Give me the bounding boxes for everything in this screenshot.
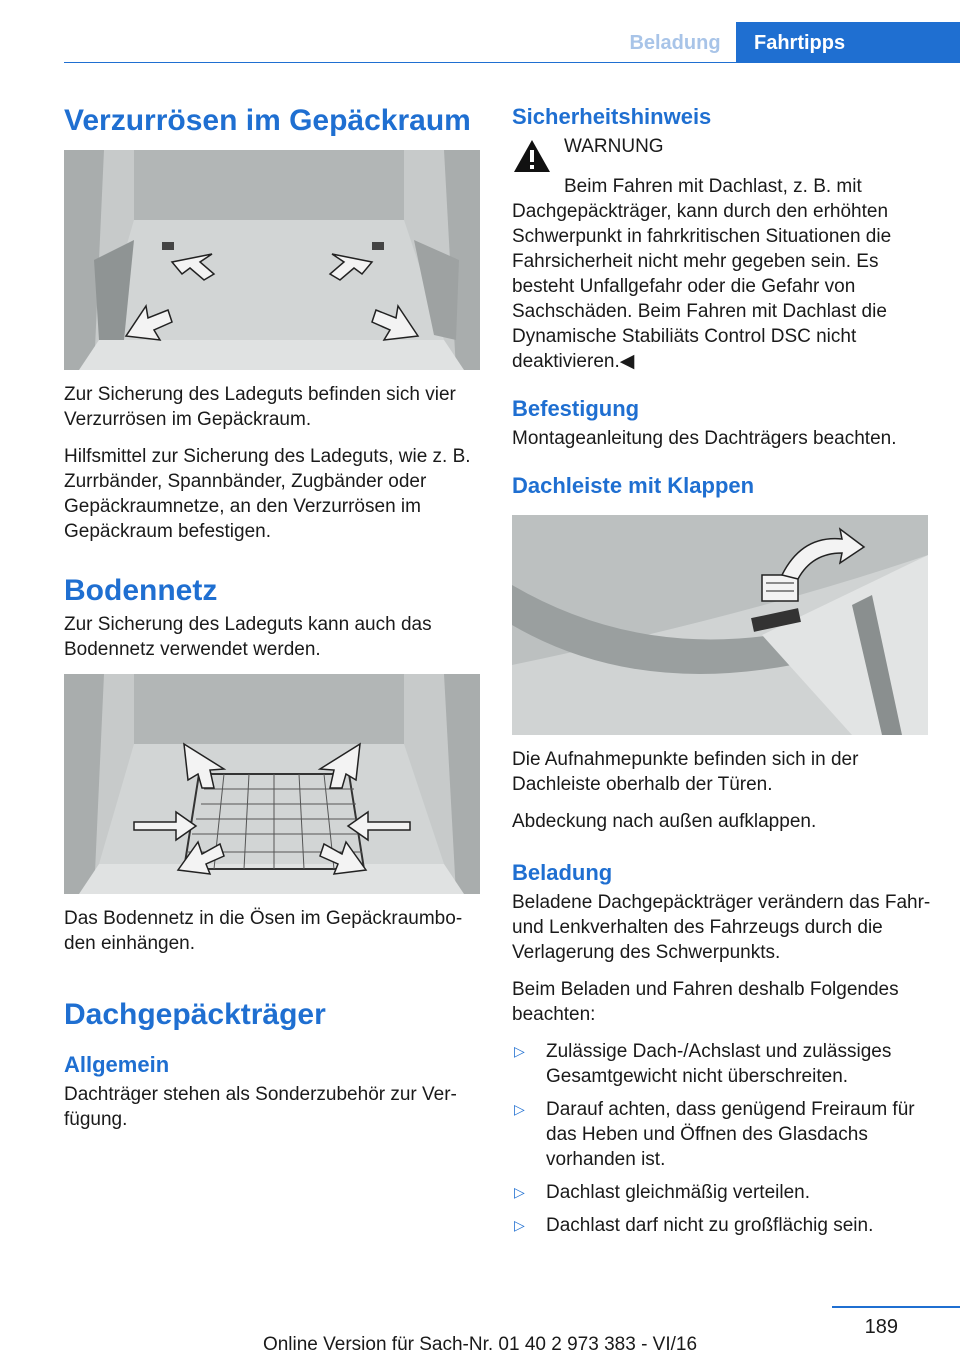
- section-title-dachgepaecktraeger: Dachgepäckträger: [64, 998, 326, 1031]
- paragraph-beladung-2: Beim Beladen und Fahren deshalb Folgendes beachten:: [512, 979, 899, 1025]
- list-item: [512, 1097, 932, 1172]
- list-item-text: Zulässige Dach-/Achslast und zulässiges Gesamtgewicht nicht überschreiten.: [546, 1041, 892, 1087]
- page-number-rule: [832, 1306, 960, 1308]
- figure-trunk-lashing-eyes: [64, 150, 480, 370]
- list-item-text: Dachlast darf nicht zu großflächig sein.: [546, 1215, 874, 1236]
- warning-label: WARNUNG: [564, 136, 664, 157]
- bullet-triangle-icon: ▷: [514, 1101, 525, 1117]
- paragraph-abdeckung: Abdeckung nach außen aufklappen.: [512, 811, 817, 832]
- subsection-sicherheitshinweis: Sicherheitshinweis: [512, 104, 712, 129]
- paragraph-hilfsmittel: Hilfsmittel zur Sicherung des Ladeguts, wie z. B. Zurrbänder, Spannbänder, Zugbänder oder Gepäckraumnetze, an den Verzurrösen im Gepäckraum befestigen.: [64, 446, 471, 542]
- figure-floor-net: [64, 674, 480, 894]
- figure-roof-rail-flap: [512, 515, 928, 735]
- subsection-dachleiste: Dachleiste mit Klappen: [512, 473, 755, 498]
- warning-text: Beim Fahren mit Dachlast, z. B. mit Dachgepäckträger, kann durch den erhöhten Schwerpunkt in fahrkritischen Situationen die Fahrsicherheit nicht mehr gegeben sein. Es besteht Unfallgefahr oder die Gefahr von Sachschäden. Beim Fahren mit Dachlast die Dynamische Stabiliäts Control DSC nicht deaktivieren.◀: [512, 176, 892, 372]
- list-item: [512, 1039, 932, 1089]
- list-item-text: Dachlast gleichmäßig verteilen.: [546, 1182, 811, 1203]
- section-title-verzurroesen: Verzurrösen im Gepäckraum: [64, 104, 471, 137]
- section-title-bodennetz: Bodennetz: [64, 574, 218, 607]
- subsection-allgemein: Allgemein: [64, 1052, 170, 1077]
- bullet-triangle-icon: ▷: [514, 1217, 525, 1233]
- paragraph-sonderzubehoer: Dachträger stehen als Sonderzubehör zur Ver-fügung.: [64, 1084, 457, 1130]
- paragraph-bodennetz: Zur Sicherung des Ladeguts kann auch das Bodennetz verwendet werden.: [64, 614, 432, 660]
- subsection-befestigung: Befestigung: [512, 396, 640, 421]
- bullet-triangle-icon: ▷: [514, 1184, 525, 1200]
- bullet-list: [512, 1039, 932, 1238]
- paragraph-montageanleitung: Montageanleitung des Dachträgers beachten.: [512, 428, 897, 449]
- left-column: [64, 96, 480, 1144]
- paragraph-aufnahmepunkte: Die Aufnahmepunkte befinden sich in der Dachleiste oberhalb der Türen.: [512, 749, 859, 795]
- footer-version: Online Version für Sach-Nr. 01 40 2 973 383 - VI/16: [262, 1334, 698, 1355]
- warning-triangle-icon: [512, 138, 552, 174]
- bullet-triangle-icon: ▷: [514, 1043, 525, 1059]
- list-item-text: Darauf achten, dass genügend Freiraum für das Heben und Öffnen des Glasdachs vorhanden ist.: [546, 1099, 915, 1170]
- subsection-beladung: Beladung: [512, 860, 613, 885]
- list-item: [512, 1180, 932, 1205]
- paragraph-beladung-1: Beladene Dachgepäckträger verändern das Fahr- und Lenkverhalten des Fahrzeugs durch die Verlagerung des Schwerpunkts.: [512, 892, 931, 963]
- page-number: 189: [864, 1316, 898, 1338]
- tab-beladung[interactable]: Beladung: [629, 32, 721, 54]
- list-item: [512, 1213, 932, 1238]
- warning-block: [512, 134, 932, 174]
- header-rule: [64, 62, 960, 63]
- paragraph-vier-oesen: Zur Sicherung des Ladeguts befinden sich vier Verzurrösen im Gepäckraum.: [64, 384, 456, 430]
- paragraph-bodennetz-einhaengen: Das Bodennetz in die Ösen im Gepäckraumbo-den einhängen.: [64, 908, 463, 954]
- tab-fahrtipps[interactable]: Fahrtipps: [736, 22, 960, 62]
- right-column: [512, 96, 932, 1246]
